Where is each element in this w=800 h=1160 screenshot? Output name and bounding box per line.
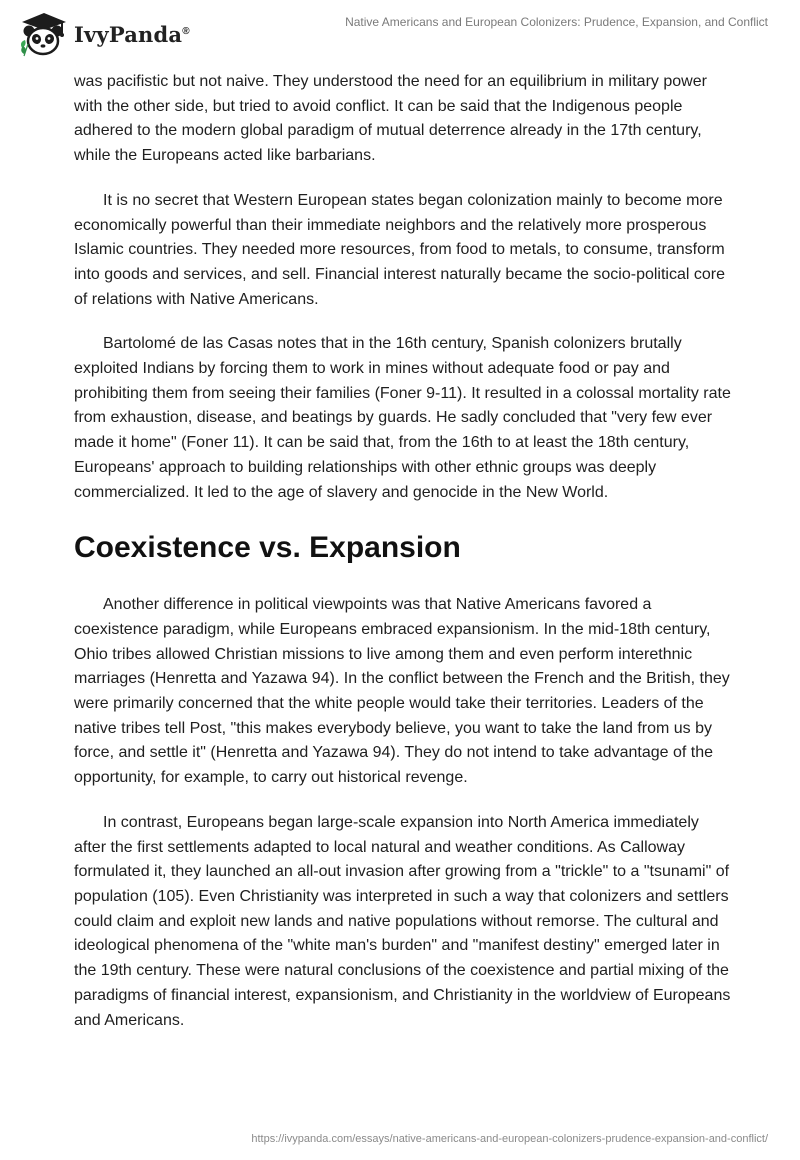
source-url[interactable]: https://ivypanda.com/essays/native-americans-and-european-colonizers-prudence-expansion-and-conflict/ [251,1133,768,1145]
paragraph: Another difference in political viewpoints was that Native Americans favored a coexistence paradigm, while Europeans embraced expansionism. In the mid-18th century, Ohio tribes allowed Christian missions to live among them and even perform interethnic marriages (Henretta and Yazawa 94). In the conflict between the French and the British, they were primarily concerned that the white people would take their territories. Leaders of the native tribes tell Post, "this makes everybody believe, you want to take the land from us by force, and settle it" (Henretta and Yazawa 94). They do not intend to take advantage of the opportunity, for example, to carry out historical revenge. [74,596,730,787]
paragraph: In contrast, Europeans began large-scale expansion into North America immediately after the first settlements adapted to local natural and weather conditions. As Calloway formulated it, they launched an all-out invasion after growing from a "trickle" to a "tsunami" of population (105). Even Christianity was interpreted in such a way that colonizers and settlers could claim and exploit new lands and native populations without remorse. The cultural and ideological phenomena of the "white man's burden" and "manifest destiny" emerged later in the 19th century. These were natural conclusions of the coexistence and partial mixing of the paradigms of financial interest, expansionism, and Christianity in the worldview of Europeans and Americans. [74,813,731,1029]
page-header [0,0,800,60]
paragraph-continued: was pacifistic but not naive. They understood the need for an equilibrium in military power with the other side, but tried to avoid conflict. It can be said that the Indigenous people adhered to the modern global paradigm of mutual deterrence already in the 17th century, while the Europeans acted like barbarians. [74,73,707,165]
brand-name [74,22,190,47]
ivypanda-logo[interactable] [16,8,190,60]
document-title: Native Americans and European Colonizers: Prudence, Expansion, and Conflict [345,15,768,29]
essay-body [74,70,734,1053]
registered-mark: ® [182,25,190,37]
paragraph: It is no secret that Western European states began colonization mainly to become more economically powerful than their immediate neighbors and the relatively more prosperous Islamic countries. They needed more resources, from food to metals, to consume, transform into goods and services, and sell. Financial interest naturally became the socio-political core of relations with Native Americans. [74,191,726,308]
paragraph: Bartolomé de las Casas notes that in the 16th century, Spanish colonizers brutally exploited Indians by forcing them to work in mines without adequate food or pay and prohibiting them from seeing their families (Foner 9-11). It resulted in a colossal mortality rate from exhaustion, disease, and beatings by guards. He sadly concluded that "very few ever made it home" (Foner 11). It can be said that, from the 16th to at least the 18th century, Europeans' approach to building relationships with other ethnic groups was deeply commercialized. It led to the age of slavery and genocide in the New World. [74,335,731,501]
section-heading: Coexistence vs. Expansion [74,531,461,565]
brand-name-text: IvyPanda [74,21,183,47]
panda-graduate-icon [16,8,68,60]
